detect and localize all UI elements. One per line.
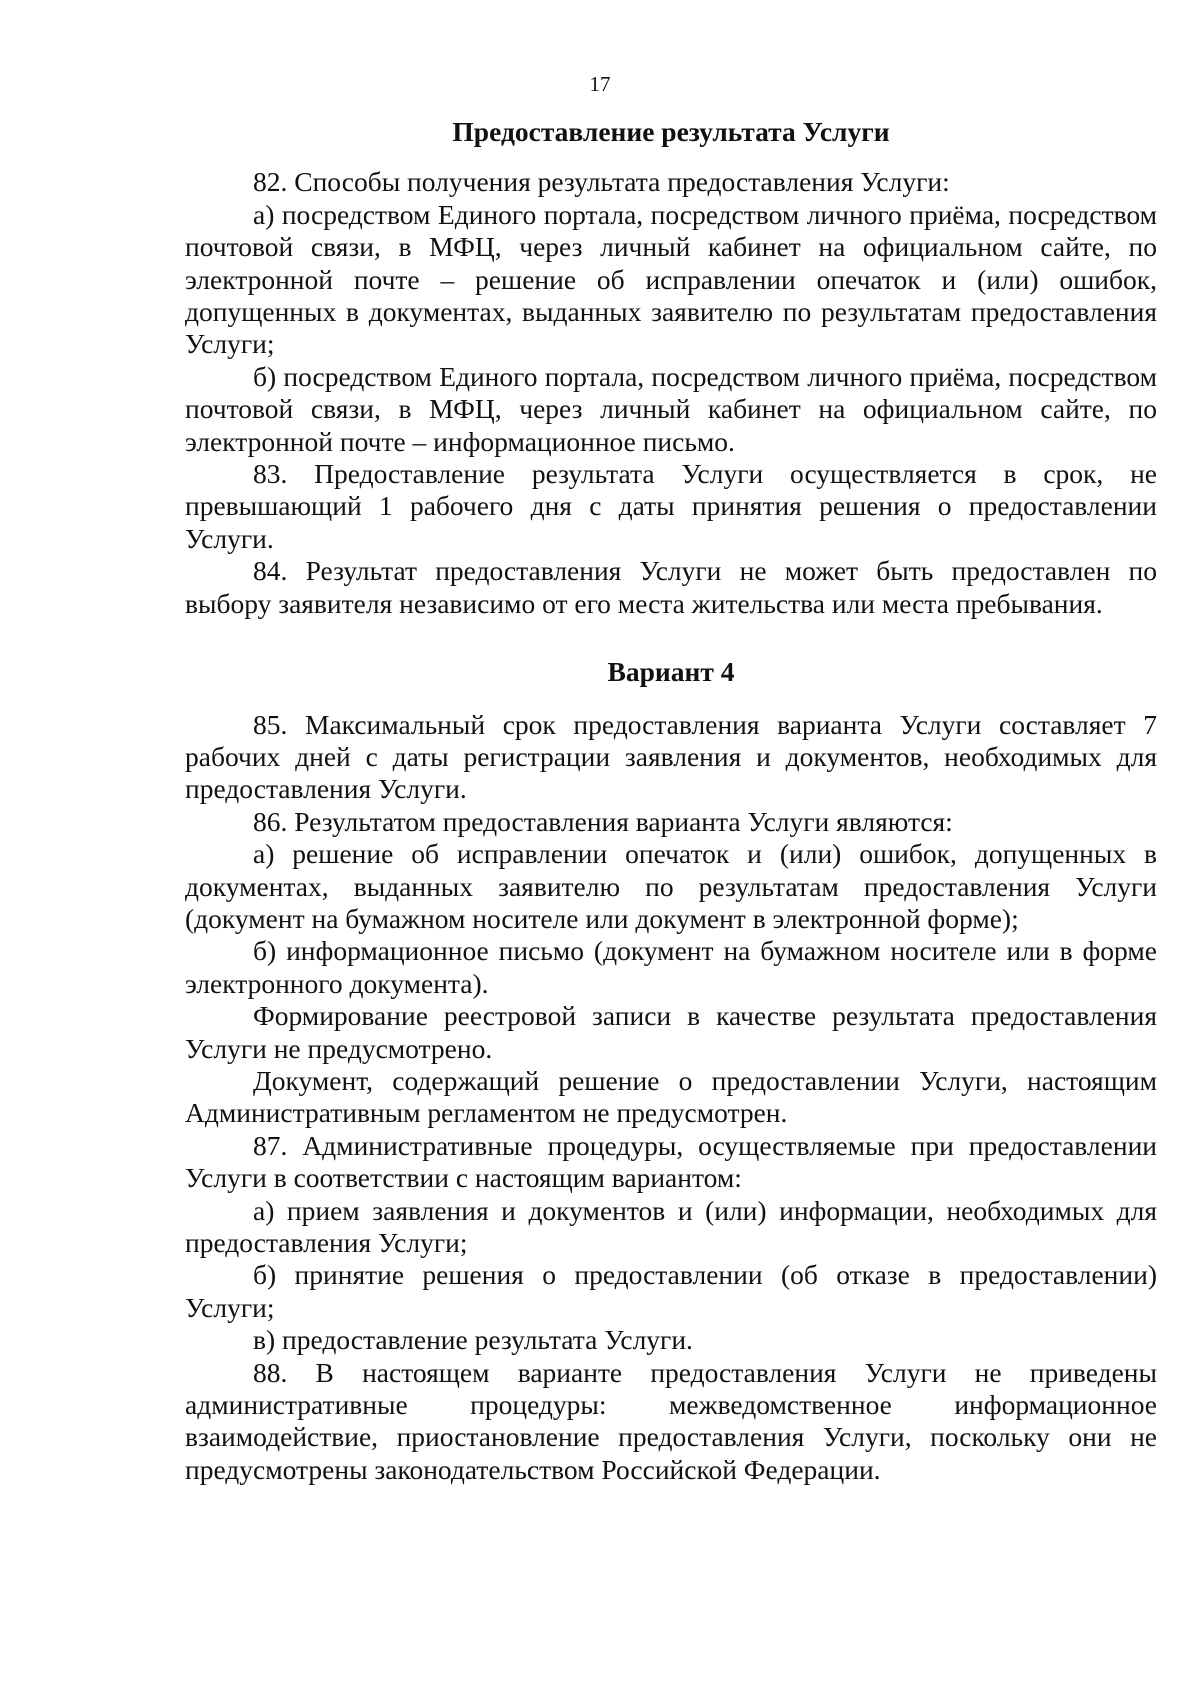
paragraph-88: 88. В настоящем варианте предоставления Услуги не приведены административные процедуры: межведомственное информационное взаимодействие, приостановление предоставления Услуги, поскольку они не предусмотрены законодательством Российской Федерации. — [185, 1356, 1157, 1485]
document-body — [185, 116, 1157, 1486]
paragraph-86-b: б) информационное письмо (документ на бумажном носителе или в форме электронного документа). — [185, 935, 1157, 999]
paragraph-82-b: б) посредством Единого портала, посредством личного приёма, посредством почтовой связи, в МФЦ, через личный кабинет на официальном сайте, по электронной почте – информационное письмо. — [185, 360, 1157, 457]
paragraph-87-c: в) предоставление результата Услуги. — [253, 1324, 693, 1356]
page-number: 17 — [589, 72, 611, 96]
paragraph-87-b: б) принятие решения о предоставлении (об отказе в предоставлении) Услуги; — [185, 1259, 1157, 1323]
paragraph-registry-record: Формирование реестровой записи в качестве результата предоставления Услуги не предусмотрено. — [185, 1000, 1157, 1064]
paragraph-85: 85. Максимальный срок предоставления варианта Услуги составляет 7 рабочих дней с даты регистрации заявления и документов, необходимых для предоставления Услуги. — [185, 708, 1157, 805]
paragraph-86: 86. Результатом предоставления варианта Услуги являются: — [253, 805, 953, 837]
paragraph-87-a: а) прием заявления и документов и (или) информации, необходимых для предоставления Услуги; — [185, 1194, 1157, 1258]
paragraph-84: 84. Результат предоставления Услуги не может быть предоставлен по выбору заявителя независимо от его места жительства или места пребывания. — [185, 555, 1157, 619]
paragraph-87: 87. Административные процедуры, осуществляемые при предоставлении Услуги в соответствии с настоящим вариантом: — [185, 1129, 1157, 1194]
paragraph-82-a: а) посредством Единого портала, посредством личного приёма, посредством почтовой связи, в МФЦ, через личный кабинет на официальном сайте, по электронной почте – решение об исправлении опечаток и (или) ошибок, допущенных в документах, выданных заявителю по результатам предоставления Услуги; — [185, 198, 1157, 360]
paragraph-82: 82. Способы получения результата предоставления Услуги: — [253, 166, 950, 198]
section-heading-variant-4: Вариант 4 — [607, 656, 735, 688]
paragraph-83: 83. Предоставление результата Услуги осуществляется в срок, не превышающий 1 рабочего дня с даты принятия решения о предоставлении Услуги. — [185, 458, 1157, 554]
paragraph-decision-document: Документ, содержащий решение о предоставлении Услуги, настоящим Административным регламентом не предусмотрен. — [185, 1064, 1157, 1129]
section-heading-result: Предоставление результата Услуги — [452, 116, 890, 147]
paragraph-86-a: а) решение об исправлении опечаток и (или) ошибок, допущенных в документах, выданных заявителю по результатам предоставления Услуги (документ на бумажном носителе или документ в электронной форме); — [185, 838, 1157, 934]
